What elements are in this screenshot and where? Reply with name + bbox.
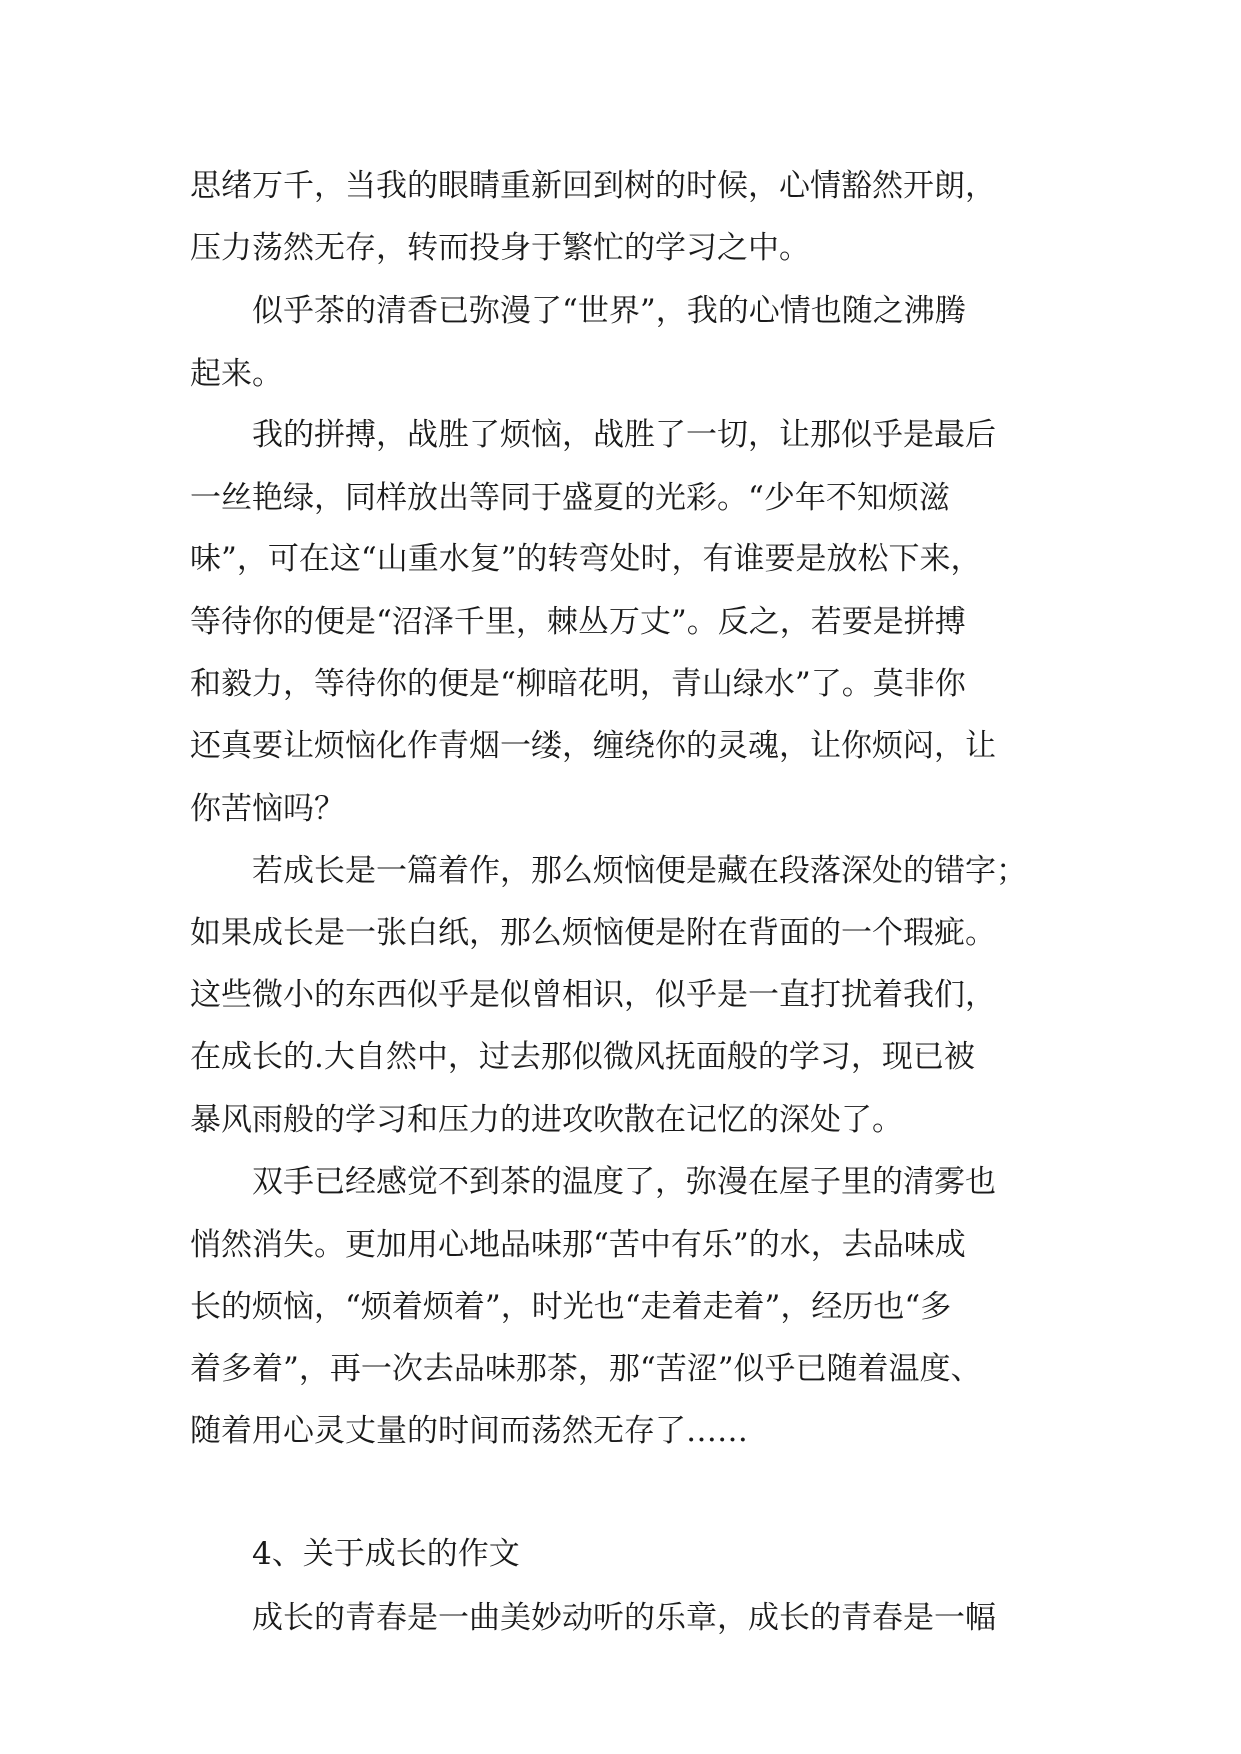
text-line: 起来。 <box>190 356 283 392</box>
document-page <box>190 0 1070 1754</box>
text-line: 着多着”，再一次去品味那茶，那“苦涩”似乎已随着温度、 <box>190 1351 982 1387</box>
text-line: 你苦恼吗？ <box>190 791 345 827</box>
text-line: 长的烦恼，“烦着烦着”，时光也“走着走着”，经历也“多 <box>190 1289 952 1325</box>
text-line: 在成长的.大自然中，过去那似微风抚面般的学习，现已被 <box>190 1039 975 1075</box>
text-line: 如果成长是一张白纸，那么烦恼便是附在背面的一个瑕疵。 <box>190 915 996 951</box>
text-line: 味”，可在这“山重水复”的转弯处时，有谁要是放松下来， <box>190 541 982 577</box>
text-line: 成长的青春是一曲美妙动听的乐章，成长的青春是一幅 <box>252 1600 996 1636</box>
text-line: 我的拼搏，战胜了烦恼，战胜了一切，让那似乎是最后 <box>252 417 996 453</box>
text-line: 压力荡然无存，转而投身于繁忙的学习之中。 <box>190 230 810 266</box>
section-heading: 4、关于成长的作文 <box>252 1536 520 1572</box>
text-line: 双手已经感觉不到茶的温度了，弥漫在屋子里的清雾也 <box>252 1164 996 1200</box>
text-line: 等待你的便是“沼泽千里，棘丛万丈”。反之，若要是拼搏 <box>190 604 966 640</box>
text-line: 一丝艳绿，同样放出等同于盛夏的光彩。“少年不知烦滋 <box>190 480 950 516</box>
text-line: 思绪万千，当我的眼睛重新回到树的时候，心情豁然开朗， <box>190 168 996 204</box>
text-line: 这些微小的东西似乎是似曾相识，似乎是一直打扰着我们， <box>190 977 996 1013</box>
text-line: 似乎茶的清香已弥漫了“世界”，我的心情也随之沸腾 <box>252 293 966 329</box>
text-line: 随着用心灵丈量的时间而荡然无存了…… <box>190 1413 748 1449</box>
text-line: 和毅力，等待你的便是“柳暗花明，青山绿水”了。莫非你 <box>190 666 966 702</box>
text-line: 暴风雨般的学习和压力的进攻吹散在记忆的深处了。 <box>190 1102 903 1138</box>
text-line: 若成长是一篇着作，那么烦恼便是藏在段落深处的错字； <box>252 853 1027 889</box>
text-line: 悄然消失。更加用心地品味那“苦中有乐”的水，去品味成 <box>190 1227 966 1263</box>
text-line: 还真要让烦恼化作青烟一缕，缠绕你的灵魂，让你烦闷，让 <box>190 728 996 764</box>
